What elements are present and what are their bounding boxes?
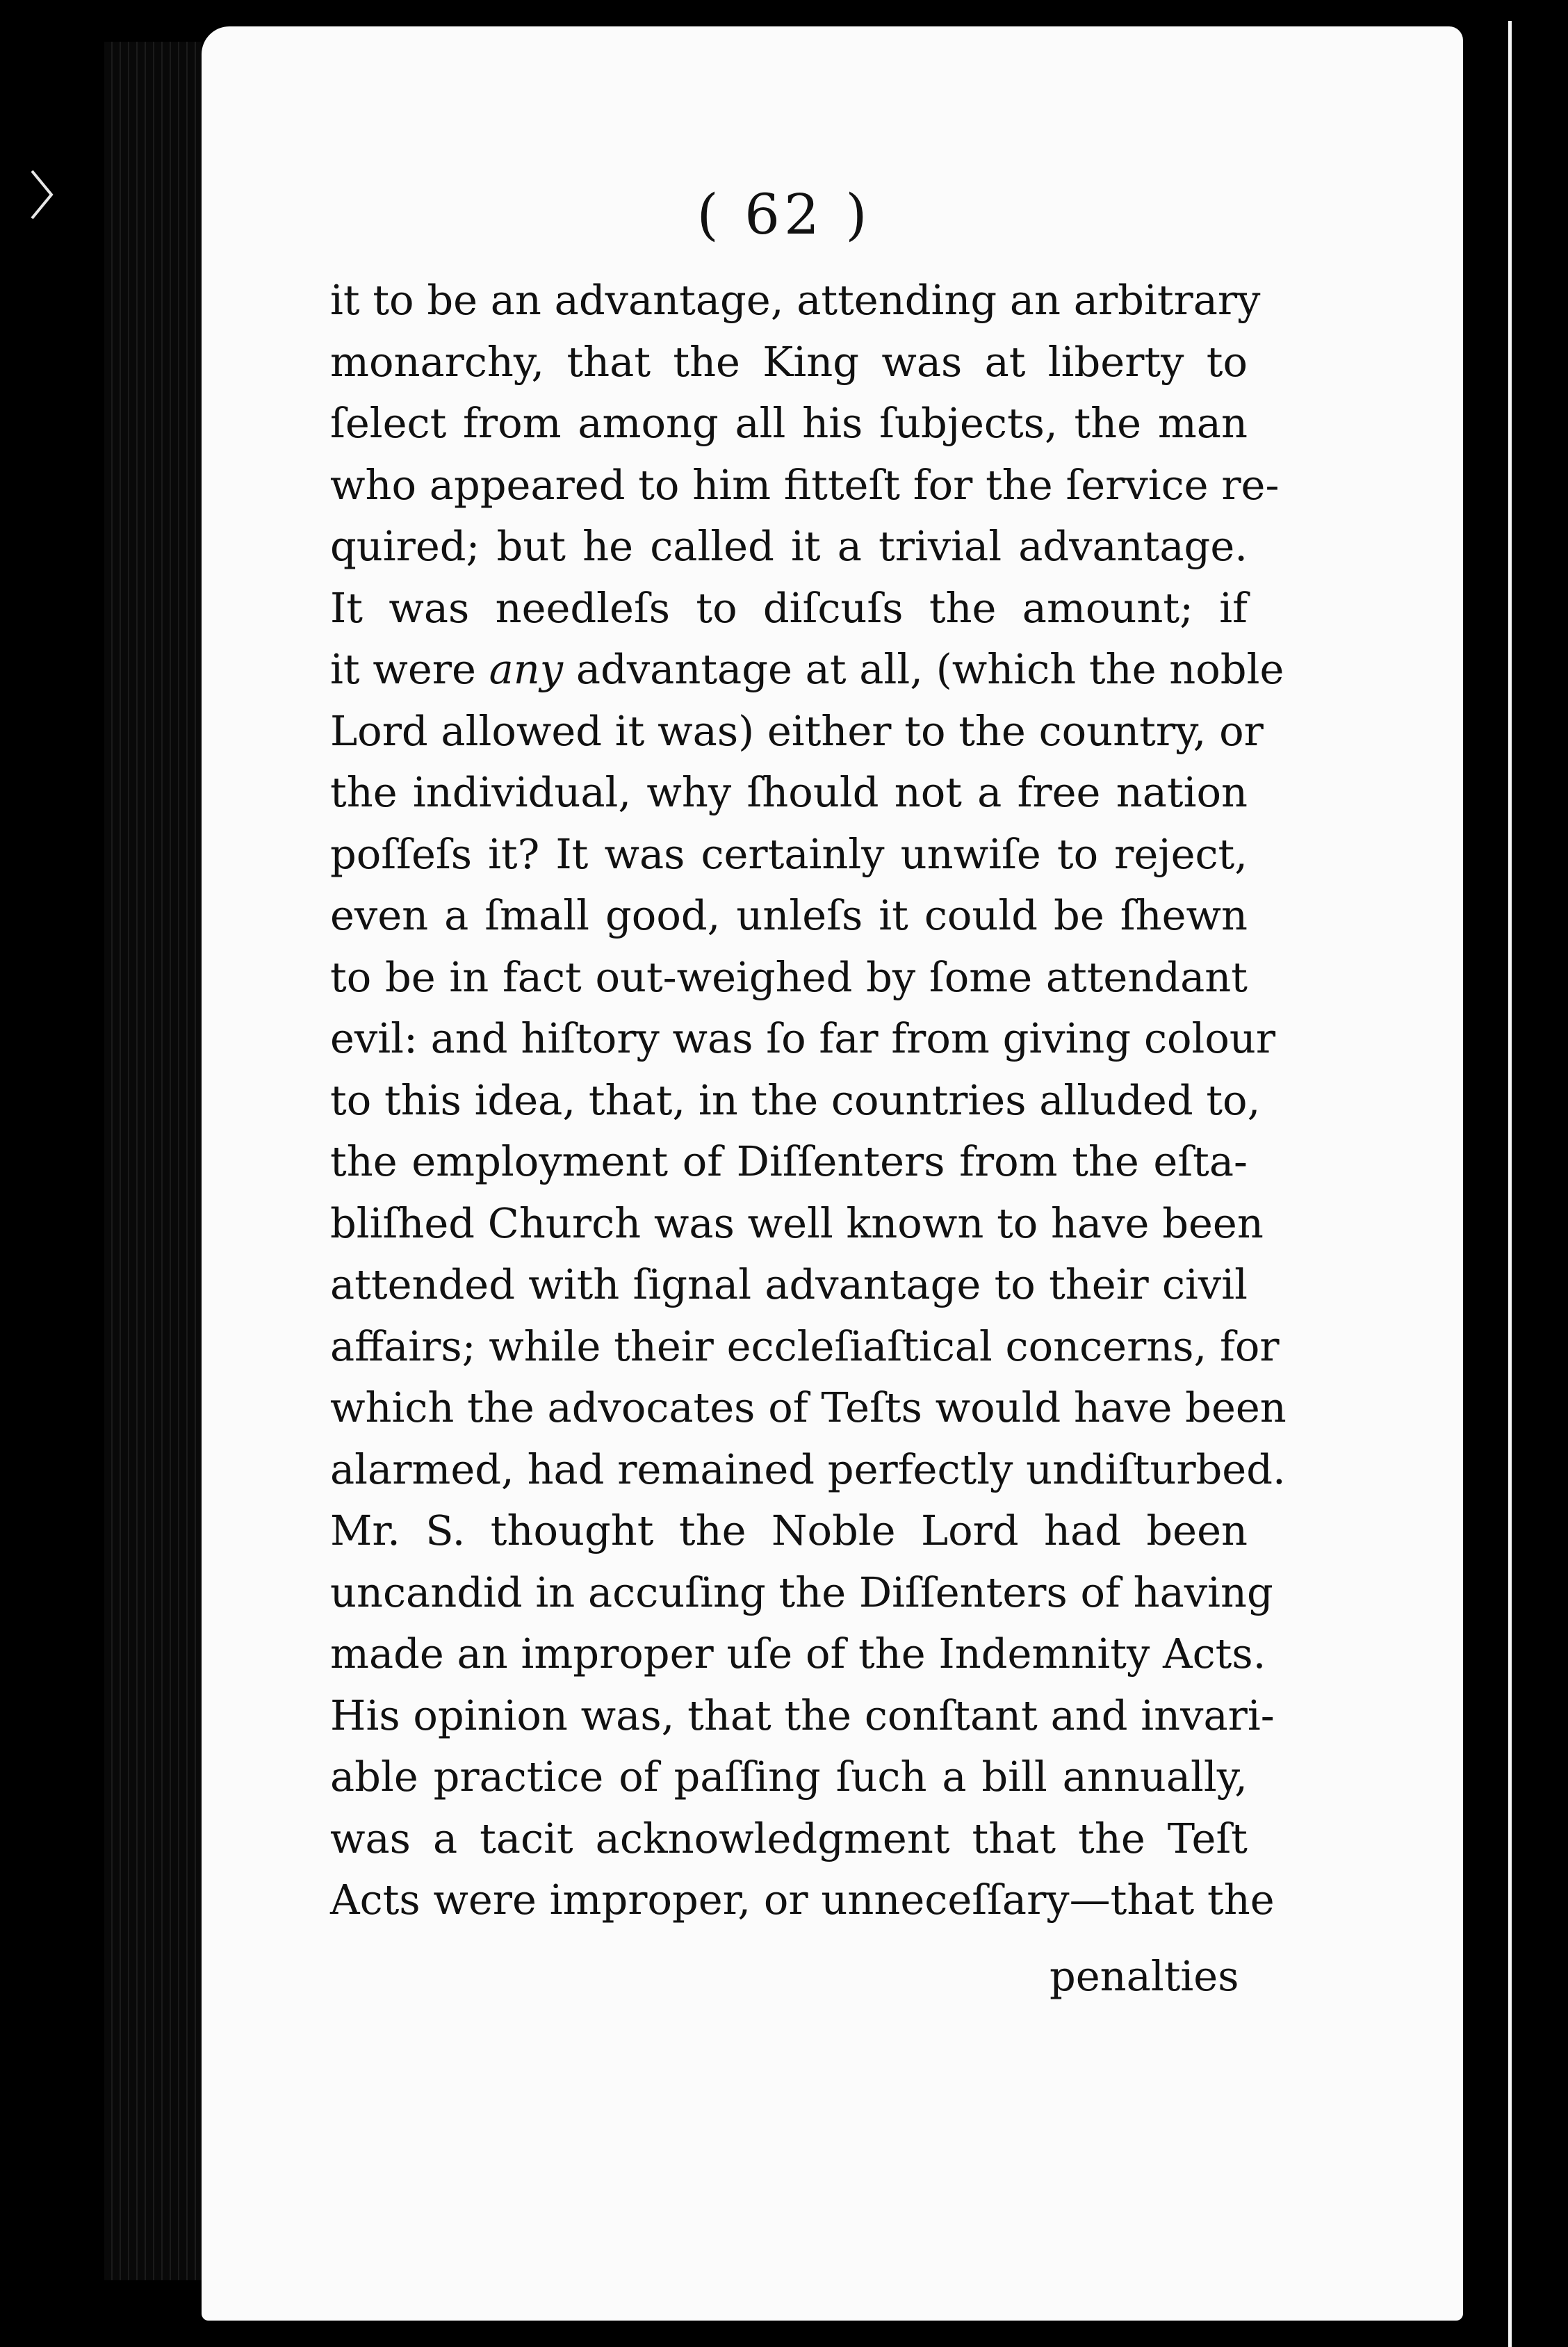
page-number: ( 62 ): [696, 182, 872, 247]
text-line: His opinion was, that the conſtant and invari-: [330, 1691, 1275, 1739]
book-binding-edge: [104, 42, 202, 2280]
text-line: Acts were improper, or unneceſſary—that the: [330, 1876, 1275, 1924]
text-line: poſſeſs it? It was certainly unwiſe to reject,: [330, 829, 1248, 878]
text-line: which the advocates of Teſts would have been: [330, 1383, 1287, 1431]
next-page-edge: [1508, 21, 1553, 2347]
body-text: [330, 270, 1287, 1931]
text-line: it to be an advantage, attending an arbitrary: [330, 276, 1261, 324]
text-line: uncandid in accuſing the Diſſenters of having: [330, 1568, 1273, 1616]
text-line: was a tacit acknowledgment that the Teſt: [330, 1814, 1248, 1862]
text-line: affairs; while their eccleſiaſtical concerns, for: [330, 1322, 1280, 1370]
text-line: alarmed, had remained perfectly undiſturbed.: [330, 1445, 1286, 1493]
text-line: the individual, why ſhould not a free nation: [330, 768, 1248, 816]
text-line: it were any advantage at all, (which the noble: [330, 645, 1284, 693]
text-line: the employment of Diſſenters from the eſta-: [330, 1137, 1248, 1185]
text-line: attended with ſignal advantage to their civil: [330, 1260, 1248, 1308]
text-line: bliſhed Church was well known to have been: [330, 1199, 1264, 1247]
text-line: monarchy, that the King was at liberty to: [330, 337, 1248, 386]
text-line: evil: and hiſtory was ſo far from giving colour: [330, 1014, 1276, 1062]
text-line: even a ſmall good, unleſs it could be ſhewn: [330, 891, 1248, 939]
text-line: ſelect from among all his ſubjects, the man: [330, 399, 1248, 447]
text-line: able practice of paſſing ſuch a bill annually,: [330, 1753, 1248, 1801]
emphasis: any: [489, 645, 564, 693]
text-line: Mr. S. thought the Noble Lord had been: [330, 1507, 1248, 1554]
text-line: to be in fact out-weighed by ſome attendant: [330, 952, 1248, 1001]
text-line: Lord allowed it was) either to the country, or: [330, 706, 1264, 755]
catchword: penalties: [1050, 1952, 1239, 2000]
text-line: It was needleſs to diſcuſs the amount; if: [330, 583, 1248, 632]
text-line: who appeared to him fitteſt for the ſervice re-: [330, 460, 1280, 509]
text-line: to this idea, that, in the countries alluded to,: [330, 1075, 1261, 1124]
text-line: made an improper uſe of the Indemnity Acts.: [330, 1630, 1266, 1678]
text-line: quired; but he called it a trivial advantage.: [330, 522, 1248, 570]
